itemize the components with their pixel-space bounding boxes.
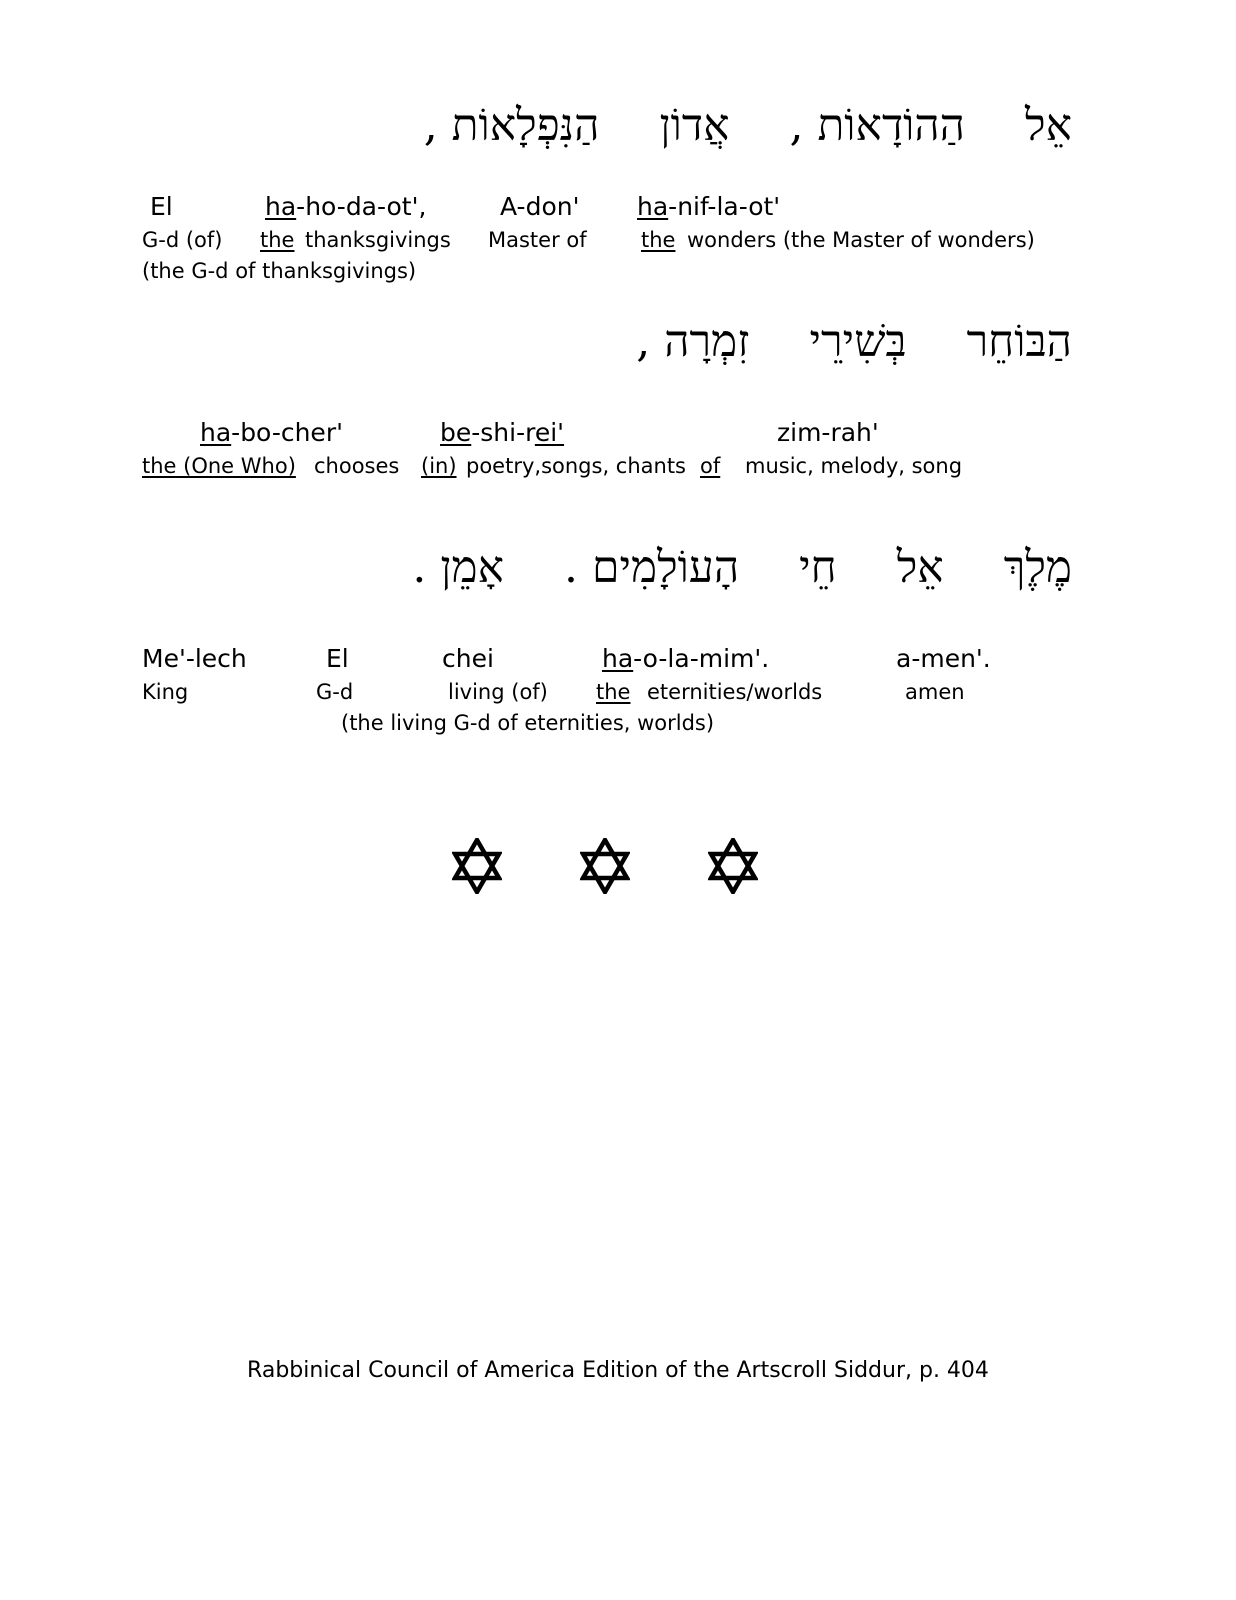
gloss-word: wonders (the Master of wonders) xyxy=(687,228,1035,252)
hebrew-word: הַבּוֹחֵר xyxy=(966,316,1072,367)
gloss-word: G-d (of) xyxy=(142,228,223,252)
gloss-word: the xyxy=(596,680,631,704)
hebrew-word: אָמֵן . xyxy=(412,542,505,593)
translit-word: El xyxy=(150,192,173,221)
translit-suffix: ei' xyxy=(534,418,565,447)
gloss-word: chooses xyxy=(314,454,400,478)
hebrew-word: אֵל xyxy=(896,542,944,593)
gloss-word: music, melody, song xyxy=(745,454,963,478)
hebrew-word: הַהוֹדָאוֹת , xyxy=(789,100,965,151)
gloss-word: the (One Who) xyxy=(142,454,296,478)
translit-word xyxy=(265,194,426,219)
translit-word xyxy=(637,194,780,219)
star-divider xyxy=(452,838,772,908)
hebrew-line-2 xyxy=(636,316,1072,367)
gloss-word: of xyxy=(700,454,721,478)
translit-word: chei xyxy=(442,644,494,673)
translit-word: zim-rah' xyxy=(777,418,879,447)
gloss-word: G-d xyxy=(316,680,354,704)
hebrew-word: מֶלֶךְ xyxy=(1003,542,1072,593)
star-of-david-icon xyxy=(580,838,630,894)
translit-word: A-don' xyxy=(500,192,580,221)
gloss-note: (the G-d of thanksgivings) xyxy=(142,259,417,283)
source-citation: Rabbinical Council of America Edition of the Artscroll Siddur, p. 404 xyxy=(247,1358,989,1383)
translit-word: a-men'. xyxy=(896,644,991,673)
hebrew-word: חֵי xyxy=(799,542,837,593)
hebrew-word: הַנִּפְלָאוֹת , xyxy=(423,100,600,151)
hebrew-word: בְּשִׁירֵי xyxy=(809,316,907,367)
translit-prefix: ha xyxy=(200,418,232,447)
translit-prefix: ha xyxy=(265,192,297,221)
hebrew-word: אֲדוֹן xyxy=(659,100,730,151)
hebrew-word: אֵל xyxy=(1025,100,1072,151)
translit-word xyxy=(440,420,564,445)
translit-prefix: be xyxy=(440,418,472,447)
translit-stem: -o-la-mim'. xyxy=(633,644,770,673)
gloss-word: living (of) xyxy=(448,680,548,704)
gloss-word: (in) xyxy=(421,454,457,478)
star-of-david-icon xyxy=(708,838,758,894)
hebrew-line-3 xyxy=(412,542,1072,593)
star-of-david-icon xyxy=(452,838,502,894)
translit-word: Me'-lech xyxy=(142,644,247,673)
translit-stem: -shi-r xyxy=(471,418,535,447)
translit-word: El xyxy=(326,644,349,673)
gloss-word: eternities/worlds xyxy=(647,680,823,704)
translit-word xyxy=(200,420,343,445)
gloss-word: poetry,songs, chants xyxy=(466,454,686,478)
gloss-word: the xyxy=(260,228,295,252)
translit-stem: -nif-la-ot' xyxy=(668,192,781,221)
translit-prefix: ha xyxy=(602,644,634,673)
translit-stem: -bo-cher' xyxy=(231,418,343,447)
gloss-word: Master of xyxy=(488,228,587,252)
gloss-note: (the living G-d of eternities, worlds) xyxy=(341,711,715,735)
hebrew-line-1 xyxy=(423,100,1072,151)
gloss-word: the xyxy=(641,228,676,252)
translit-word xyxy=(602,646,769,671)
gloss-word: King xyxy=(142,680,189,704)
hebrew-word: זִמְרָה , xyxy=(636,316,750,367)
hebrew-word: הָעוֹלָמִים . xyxy=(564,542,740,593)
gloss-word: amen xyxy=(905,680,965,704)
translit-prefix: ha xyxy=(637,192,669,221)
gloss-word: thanksgivings xyxy=(305,228,451,252)
translit-stem: -ho-da-ot', xyxy=(296,192,427,221)
